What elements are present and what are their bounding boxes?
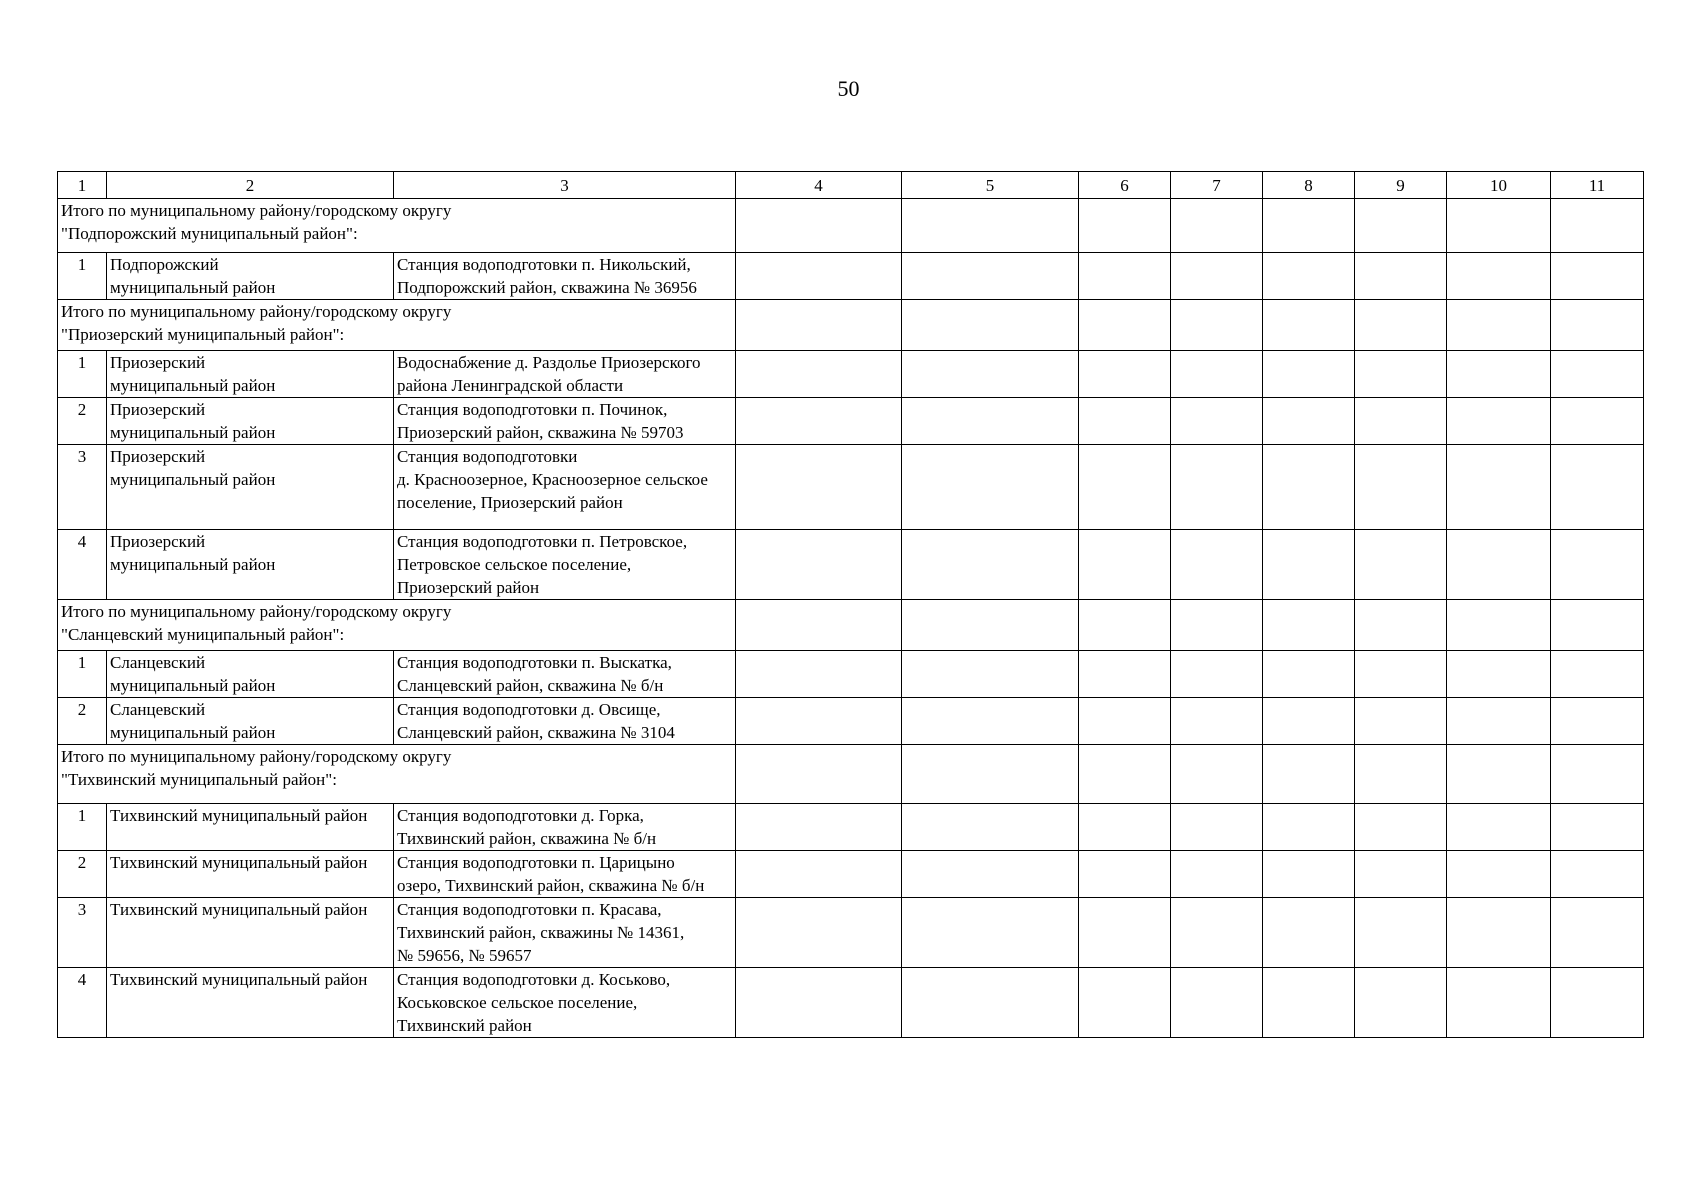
empty-cell [1355, 530, 1447, 600]
column-header: 4 [736, 172, 902, 199]
empty-cell [1447, 600, 1551, 651]
district-line: муниципальный район [110, 470, 276, 489]
empty-cell [1263, 445, 1355, 530]
row-number: 4 [58, 530, 107, 600]
empty-cell [1447, 651, 1551, 698]
empty-cell [1355, 445, 1447, 530]
empty-cell [1263, 199, 1355, 253]
district-total-label [58, 300, 736, 351]
empty-cell [902, 600, 1079, 651]
empty-cell [1171, 851, 1263, 898]
object-line: озеро, Тихвинский район, скважина № б/н [397, 876, 705, 895]
table-row [58, 398, 1644, 445]
empty-cell [1263, 530, 1355, 600]
empty-cell [1355, 398, 1447, 445]
district-line: Сланцевский [110, 700, 206, 719]
district-cell [107, 804, 394, 851]
empty-cell [1171, 651, 1263, 698]
empty-cell [1447, 968, 1551, 1038]
empty-cell [1551, 804, 1644, 851]
empty-cell [1355, 745, 1447, 804]
district-cell [107, 351, 394, 398]
object-line: поселение, Приозерский район [397, 493, 623, 512]
total-label-line: "Сланцевский муниципальный район": [61, 625, 345, 644]
object-line: Станция водоподготовки д. Овсище, [397, 700, 661, 719]
district-line: муниципальный район [110, 723, 276, 742]
table-row [58, 851, 1644, 898]
empty-cell [1447, 530, 1551, 600]
empty-cell [1079, 745, 1171, 804]
empty-cell [1447, 199, 1551, 253]
table-row [58, 968, 1644, 1038]
empty-cell [1171, 445, 1263, 530]
object-line: Станция водоподготовки д. Коськово, [397, 970, 671, 989]
district-line: муниципальный район [110, 555, 276, 574]
column-header: 10 [1447, 172, 1551, 199]
district-line: Приозерский [110, 353, 206, 372]
district-cell [107, 398, 394, 445]
object-line: Коськовское сельское поселение, [397, 993, 638, 1012]
object-line: Станция водоподготовки п. Красава, [397, 900, 662, 919]
empty-cell [1263, 898, 1355, 968]
district-cell [107, 253, 394, 300]
table-row [58, 698, 1644, 745]
empty-cell [1171, 530, 1263, 600]
empty-cell [1171, 804, 1263, 851]
empty-cell [902, 445, 1079, 530]
table-row [58, 351, 1644, 398]
empty-cell [1551, 351, 1644, 398]
empty-cell [902, 253, 1079, 300]
total-label-line: "Подпорожский муниципальный район": [61, 224, 358, 243]
district-total-label [58, 600, 736, 651]
empty-cell [1171, 968, 1263, 1038]
empty-cell [1263, 968, 1355, 1038]
empty-cell [736, 300, 902, 351]
empty-cell [1551, 968, 1644, 1038]
total-label-line: Итого по муниципальному району/городскому округу [61, 201, 452, 220]
empty-cell [1171, 253, 1263, 300]
total-label-line: "Приозерский муниципальный район": [61, 325, 345, 344]
empty-cell [1263, 804, 1355, 851]
empty-cell [1079, 851, 1171, 898]
row-number: 1 [58, 253, 107, 300]
district-cell [107, 651, 394, 698]
empty-cell [1263, 698, 1355, 745]
empty-cell [902, 351, 1079, 398]
empty-cell [1551, 445, 1644, 530]
empty-cell [1171, 698, 1263, 745]
object-line: Станция водоподготовки п. Царицыно [397, 853, 675, 872]
column-header: 5 [902, 172, 1079, 199]
empty-cell [1171, 300, 1263, 351]
empty-cell [1355, 351, 1447, 398]
empty-cell [1171, 351, 1263, 398]
district-line: муниципальный район [110, 278, 276, 297]
object-cell [394, 698, 736, 745]
object-line: района Ленинградской области [397, 376, 624, 395]
district-line: Сланцевский [110, 653, 206, 672]
column-header: 6 [1079, 172, 1171, 199]
empty-cell [1355, 898, 1447, 968]
empty-cell [736, 600, 902, 651]
empty-cell [1447, 253, 1551, 300]
empty-cell [1551, 300, 1644, 351]
object-line: Тихвинский район, скважины № 14361, [397, 923, 685, 942]
row-number: 3 [58, 898, 107, 968]
object-line: Тихвинский район [397, 1016, 532, 1035]
district-line: Приозерский [110, 447, 206, 466]
column-header: 7 [1171, 172, 1263, 199]
object-cell [394, 804, 736, 851]
column-header: 2 [107, 172, 394, 199]
empty-cell [1079, 968, 1171, 1038]
empty-cell [1355, 300, 1447, 351]
empty-cell [1079, 351, 1171, 398]
empty-cell [1263, 600, 1355, 651]
empty-cell [1355, 698, 1447, 745]
empty-cell [1551, 898, 1644, 968]
empty-cell [736, 199, 902, 253]
row-number: 4 [58, 968, 107, 1038]
empty-cell [1171, 898, 1263, 968]
empty-cell [1263, 351, 1355, 398]
object-cell [394, 398, 736, 445]
empty-cell [736, 698, 902, 745]
empty-cell [902, 851, 1079, 898]
empty-cell [1447, 445, 1551, 530]
row-number: 3 [58, 445, 107, 530]
empty-cell [1079, 253, 1171, 300]
empty-cell [1263, 745, 1355, 804]
table-row [58, 530, 1644, 600]
header-row [58, 172, 1644, 199]
empty-cell [1079, 898, 1171, 968]
empty-cell [1355, 851, 1447, 898]
total-label-line: Итого по муниципальному району/городскому округу [61, 602, 452, 621]
empty-cell [902, 300, 1079, 351]
object-line: Станция водоподготовки п. Выскатка, [397, 653, 672, 672]
object-line: Станция водоподготовки п. Никольский, [397, 255, 691, 274]
total-label-line: "Тихвинский муниципальный район": [61, 770, 337, 789]
row-number: 1 [58, 351, 107, 398]
district-cell [107, 530, 394, 600]
empty-cell [1171, 199, 1263, 253]
empty-cell [736, 745, 902, 804]
district-cell [107, 698, 394, 745]
empty-cell [902, 651, 1079, 698]
empty-cell [1079, 199, 1171, 253]
empty-cell [902, 745, 1079, 804]
empty-cell [1079, 600, 1171, 651]
empty-cell [1551, 600, 1644, 651]
object-cell [394, 898, 736, 968]
district-cell [107, 445, 394, 530]
empty-cell [902, 804, 1079, 851]
district-total-row [58, 199, 1644, 253]
empty-cell [1079, 445, 1171, 530]
empty-cell [736, 651, 902, 698]
total-label-line: Итого по муниципальному району/городскому округу [61, 747, 452, 766]
object-line: д. Красноозерное, Красноозерное сельское [397, 470, 708, 489]
empty-cell [1355, 651, 1447, 698]
column-header: 3 [394, 172, 736, 199]
empty-cell [1171, 745, 1263, 804]
empty-cell [1079, 698, 1171, 745]
table-row [58, 445, 1644, 530]
object-line: Станция водоподготовки п. Починок, [397, 400, 668, 419]
empty-cell [1447, 698, 1551, 745]
empty-cell [1551, 698, 1644, 745]
object-line: Тихвинский район, скважина № б/н [397, 829, 657, 848]
empty-cell [1263, 300, 1355, 351]
empty-cell [1263, 851, 1355, 898]
district-line: Подпорожский [110, 255, 219, 274]
object-line: Водоснабжение д. Раздолье Приозерского [397, 353, 701, 372]
row-number: 1 [58, 804, 107, 851]
empty-cell [1171, 600, 1263, 651]
object-line: Петровское сельское поселение, [397, 555, 632, 574]
empty-cell [1551, 398, 1644, 445]
object-line: Приозерский район, скважина № 59703 [397, 423, 684, 442]
district-line: Тихвинский муниципальный район [110, 970, 368, 989]
district-line: муниципальный район [110, 423, 276, 442]
empty-cell [736, 351, 902, 398]
object-line: Приозерский район [397, 578, 540, 597]
district-line: Тихвинский муниципальный район [110, 900, 368, 919]
empty-cell [1355, 199, 1447, 253]
empty-cell [1551, 199, 1644, 253]
empty-cell [1079, 300, 1171, 351]
object-line: Сланцевский район, скважина № 3104 [397, 723, 675, 742]
district-line: Приозерский [110, 532, 206, 551]
table-row [58, 651, 1644, 698]
empty-cell [736, 968, 902, 1038]
empty-cell [1447, 351, 1551, 398]
empty-cell [902, 898, 1079, 968]
district-line: муниципальный район [110, 676, 276, 695]
district-total-row [58, 600, 1644, 651]
district-cell [107, 851, 394, 898]
district-line: Тихвинский муниципальный район [110, 806, 368, 825]
object-cell [394, 253, 736, 300]
empty-cell [1079, 398, 1171, 445]
column-header: 11 [1551, 172, 1644, 199]
empty-cell [1079, 651, 1171, 698]
data-table [57, 171, 1644, 1038]
empty-cell [736, 530, 902, 600]
empty-cell [1447, 300, 1551, 351]
empty-cell [902, 199, 1079, 253]
empty-cell [736, 445, 902, 530]
district-line: муниципальный район [110, 376, 276, 395]
empty-cell [1355, 968, 1447, 1038]
empty-cell [1551, 851, 1644, 898]
empty-cell [1551, 530, 1644, 600]
district-line: Тихвинский муниципальный район [110, 853, 368, 872]
object-line: Станция водоподготовки д. Горка, [397, 806, 644, 825]
district-total-label [58, 745, 736, 804]
empty-cell [1551, 745, 1644, 804]
column-header: 1 [58, 172, 107, 199]
object-cell [394, 851, 736, 898]
empty-cell [1447, 898, 1551, 968]
empty-cell [1447, 398, 1551, 445]
object-cell [394, 351, 736, 398]
empty-cell [1263, 651, 1355, 698]
empty-cell [1447, 851, 1551, 898]
district-total-label [58, 199, 736, 253]
empty-cell [902, 968, 1079, 1038]
page-number: 50 [837, 76, 860, 101]
empty-cell [1355, 600, 1447, 651]
empty-cell [1263, 398, 1355, 445]
object-cell [394, 968, 736, 1038]
empty-cell [1355, 804, 1447, 851]
total-label-line: Итого по муниципальному району/городскому округу [61, 302, 452, 321]
row-number: 2 [58, 398, 107, 445]
district-total-row [58, 745, 1644, 804]
empty-cell [736, 804, 902, 851]
empty-cell [1263, 253, 1355, 300]
empty-cell [1355, 253, 1447, 300]
object-line: Станция водоподготовки [397, 447, 578, 466]
district-cell [107, 968, 394, 1038]
table-row [58, 804, 1644, 851]
empty-cell [736, 253, 902, 300]
empty-cell [736, 851, 902, 898]
empty-cell [736, 898, 902, 968]
district-total-row [58, 300, 1644, 351]
empty-cell [736, 398, 902, 445]
district-cell [107, 898, 394, 968]
row-number: 2 [58, 698, 107, 745]
empty-cell [902, 698, 1079, 745]
row-number: 2 [58, 851, 107, 898]
empty-cell [1447, 745, 1551, 804]
empty-cell [1079, 804, 1171, 851]
column-header: 9 [1355, 172, 1447, 199]
table-row [58, 253, 1644, 300]
empty-cell [902, 530, 1079, 600]
table-row [58, 898, 1644, 968]
empty-cell [902, 398, 1079, 445]
column-header: 8 [1263, 172, 1355, 199]
object-line: Подпорожский район, скважина № 36956 [397, 278, 697, 297]
object-cell [394, 651, 736, 698]
empty-cell [1079, 530, 1171, 600]
object-line: № 59656, № 59657 [397, 946, 532, 965]
empty-cell [1447, 804, 1551, 851]
object-cell [394, 530, 736, 600]
object-line: Станция водоподготовки п. Петровское, [397, 532, 688, 551]
district-line: Приозерский [110, 400, 206, 419]
object-cell [394, 445, 736, 530]
object-line: Сланцевский район, скважина № б/н [397, 676, 664, 695]
row-number: 1 [58, 651, 107, 698]
empty-cell [1551, 651, 1644, 698]
empty-cell [1551, 253, 1644, 300]
empty-cell [1171, 398, 1263, 445]
